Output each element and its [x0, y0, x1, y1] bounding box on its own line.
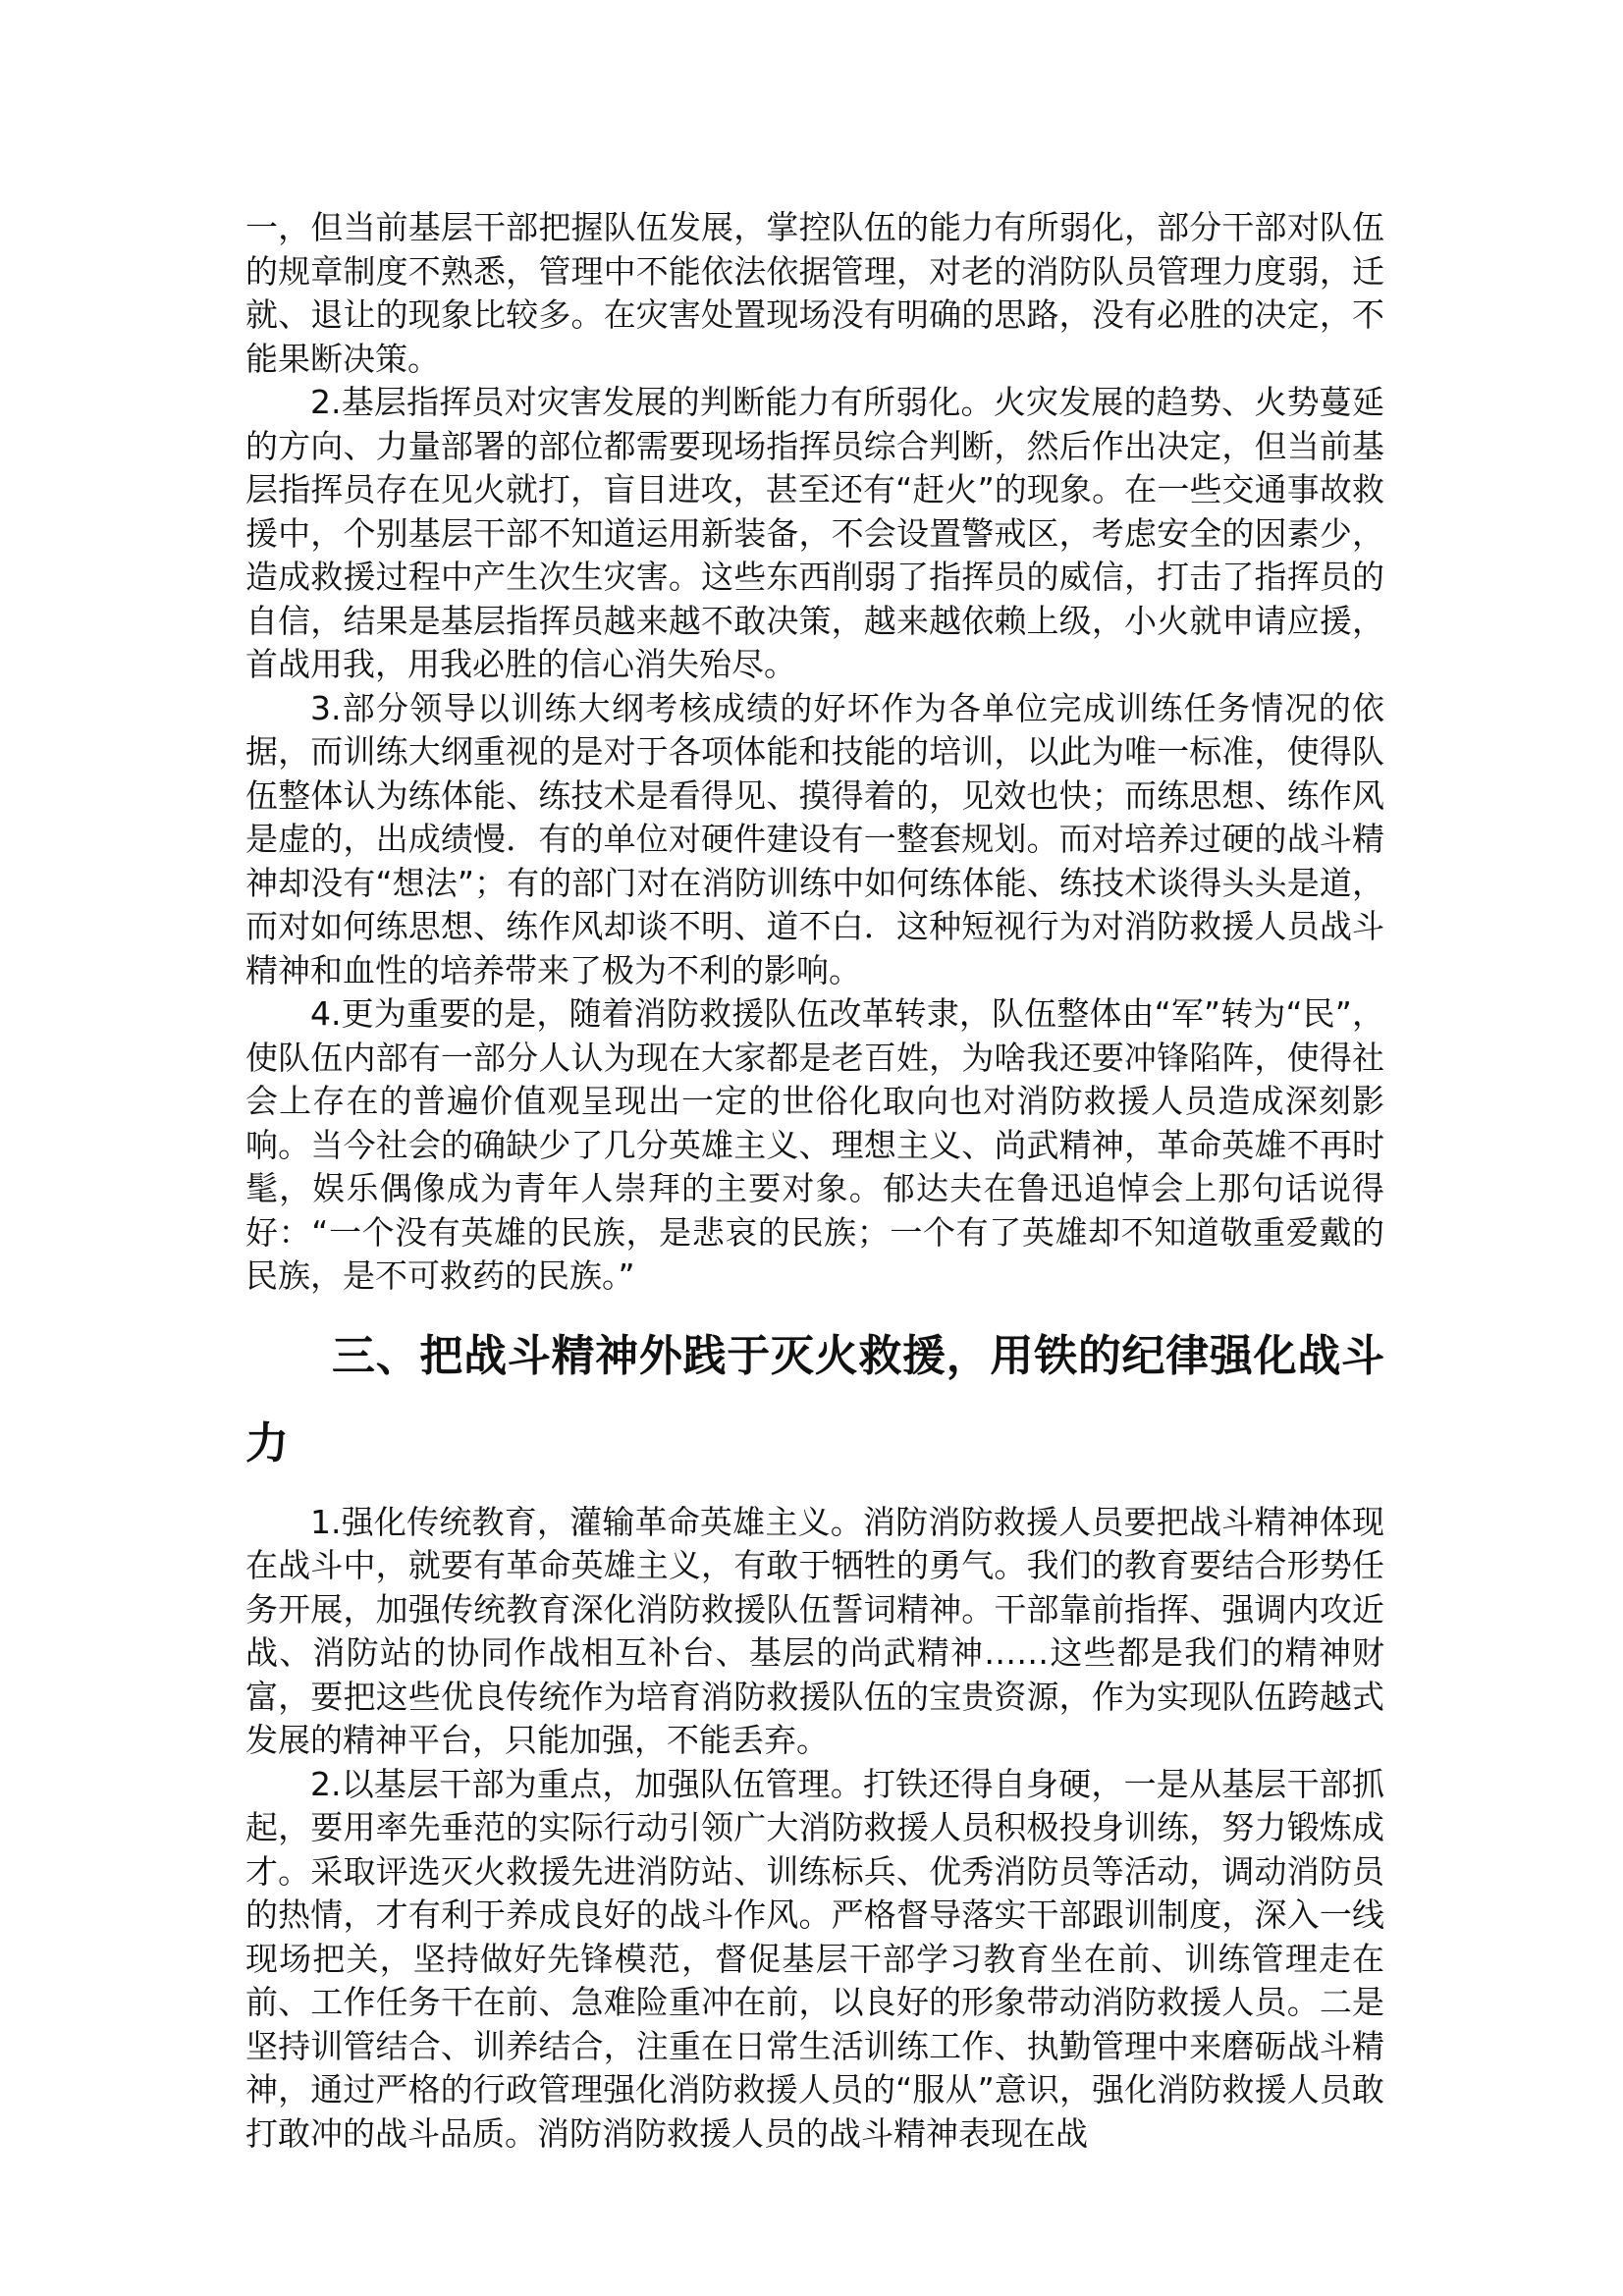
- paragraph-section3-item-1: 1.强化传统教育，灌输革命英雄主义。消防消防救援人员要把战斗精神体现在战斗中，就要有革命英雄主义，有敢于牺牲的勇气。我们的教育要结合形势任务开展，加强传统教育深化消防救援队伍誓词精神。干部靠前指挥、强调内攻近战、消防站的协同作战相互补台、基层的尚武精神……这些都是我们的精神财富，要把这些优良传统作为培育消防救援队伍的宝贵资源，作为实现队伍跨越式发展的精神平台，只能加强，不能丢弃。: [245, 1502, 1384, 1759]
- paragraph-item-3: 3.部分领导以训练大纲考核成绩的好坏作为各单位完成训练任务情况的依据，而训练大纲重视的是对于各项体能和技能的培训，以此为唯一标准，使得队伍整体认为练体能、练技术是看得见、摸得着的，见效也快；而练思想、练作风是虚的，出成绩慢．有的单位对硬件建设有一整套规划。而对培养过硬的战斗精神却没有“想法”；有的部门对在消防训练中如何练体能、练技术谈得头头是道，而对如何练思想、练作风却谈不明、道不白．这种短视行为对消防救援人员战斗精神和血性的培养带来了极为不利的影响。: [245, 688, 1384, 989]
- paragraph-item-4: 4.更为重要的是，随着消防救援队伍改革转隶，队伍整体由“军”转为“民”，使队伍内部有一部分人认为现在大家都是老百姓，为啥我还要冲锋陷阵，使得社会上存在的普遍价值观呈现出一定的世俗化取向也对消防救援人员造成深刻影响。当今社会的确缺少了几分英雄主义、理想主义、尚武精神，革命英雄不再时髦，娱乐偶像成为青年人崇拜的主要对象。郁达夫在鲁迅追悼会上那句话说得好：“一个没有英雄的民族，是悲哀的民族；一个有了英雄却不知道敬重爱戴的民族，是不可救药的民族。”: [245, 994, 1384, 1295]
- document-page: [245, 206, 1384, 2156]
- section-heading: 三、把战斗精神外践于灭火救援，用铁的纪律强化战斗力: [245, 1330, 1384, 1468]
- paragraph-continuation: 一，但当前基层干部把握队伍发展，掌控队伍的能力有所弱化，部分干部对队伍的规章制度不熟悉，管理中不能依法依据管理，对老的消防队员管理力度弱，迁就、退让的现象比较多。在灾害处置现场没有明确的思路，没有必胜的决定，不能果断决策。: [245, 208, 1384, 378]
- paragraph-item-2: 2.基层指挥员对灾害发展的判断能力有所弱化。火灾发展的趋势、火势蔓延的方向、力量部署的部位都需要现场指挥员综合判断，然后作出决定，但当前基层指挥员存在见火就打，盲目进攻，甚至还有“赶火”的现象。在一些交通事故救援中，个别基层干部不知道运用新装备，不会设置警戒区，考虑安全的因素少，造成救援过程中产生次生灾害。这些东西削弱了指挥员的威信，打击了指挥员的自信，结果是基层指挥员越来越不敢决策，越来越依赖上级，小火就申请应援，首战用我，用我必胜的信心消失殆尽。: [245, 383, 1384, 683]
- paragraph-section3-item-2: 2.以基层干部为重点，加强队伍管理。打铁还得自身硬，一是从基层干部抓起，要用率先垂范的实际行动引领广大消防救援人员积极投身训练，努力锻炼成才。采取评选灭火救援先进消防站、训练标兵、优秀消防员等活动，调动消防员的热情，才有利于养成良好的战斗作风。严格督导落实干部跟训制度，深入一线现场把关，坚持做好先锋模范，督促基层干部学习教育坐在前、训练管理走在前、工作任务干在前、急难险重冲在前，以良好的形象带动消防救援人员。二是坚持训管结合、训养结合，注重在日常生活训练工作、执勤管理中来磨砺战斗精神，通过严格的行政管理强化消防救援人员的“服从”意识，强化消防救援人员敢打敢冲的战斗品质。消防消防救援人员的战斗精神表现在战: [245, 1764, 1384, 2153]
